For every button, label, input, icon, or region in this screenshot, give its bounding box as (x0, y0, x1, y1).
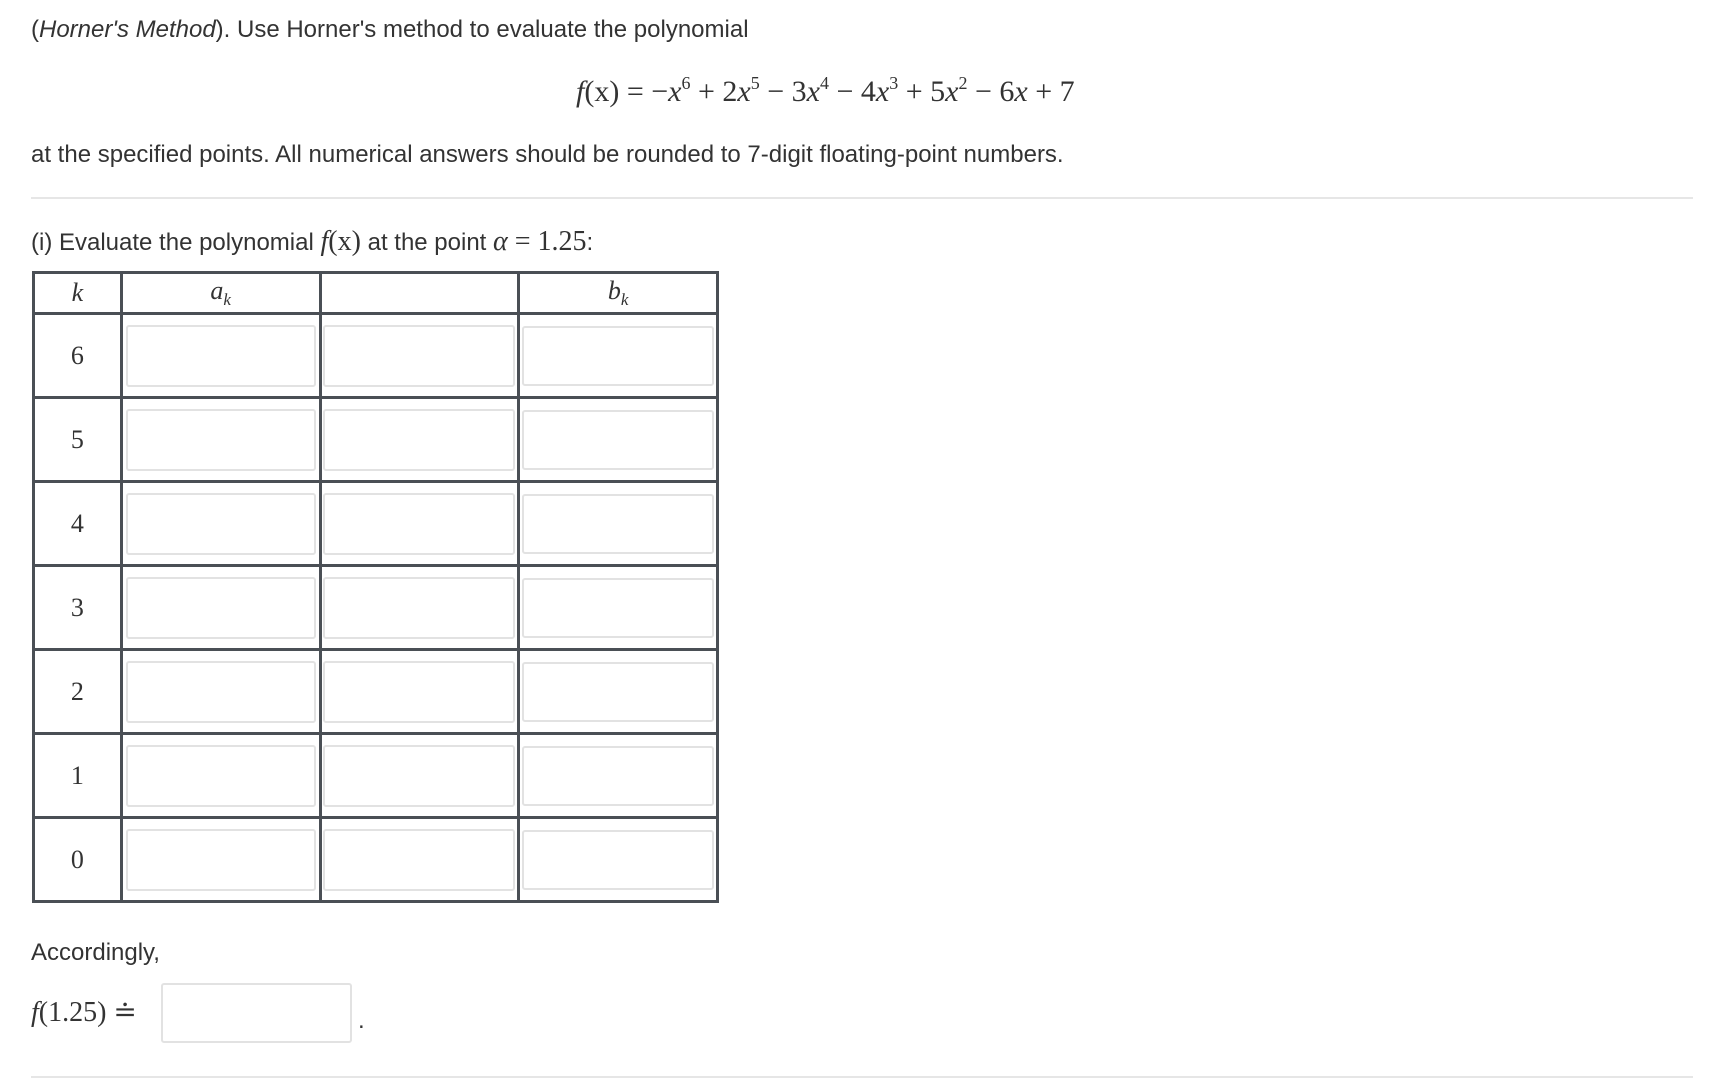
result-lhs (31, 993, 137, 1033)
a-input[interactable] (126, 409, 316, 471)
cell-mid (320, 398, 519, 482)
formula-var: x (668, 75, 682, 108)
cell-a (121, 314, 320, 398)
cell-mid (320, 650, 519, 734)
cell-b (519, 734, 718, 818)
b-input[interactable] (522, 746, 714, 806)
b-input[interactable] (522, 830, 714, 890)
cell-b (519, 650, 718, 734)
table-row (34, 734, 718, 818)
cell-mid (320, 482, 519, 566)
formula-term: − 6 (967, 75, 1015, 108)
table-row (34, 566, 718, 650)
cell-b (519, 314, 718, 398)
header-b-sub: k (620, 290, 629, 310)
row-k: 0 (34, 818, 122, 902)
a-input[interactable] (126, 493, 316, 555)
cell-a (121, 650, 320, 734)
formula-var: x (806, 75, 820, 108)
mid-input[interactable] (323, 745, 515, 807)
formula-lhs-arg: (x) = − (584, 75, 669, 108)
a-input[interactable] (126, 829, 316, 891)
header-a-sub: k (223, 290, 231, 310)
cell-a (121, 818, 320, 902)
cell-b (519, 398, 718, 482)
func-arg: (x) (328, 226, 361, 257)
table-row (34, 650, 718, 734)
cell-a (121, 566, 320, 650)
section-divider (31, 197, 1693, 199)
cell-a (121, 482, 320, 566)
cell-b (519, 566, 718, 650)
b-input[interactable] (522, 578, 714, 638)
header-b-label: b (607, 275, 621, 305)
result-period: . (358, 1007, 365, 1034)
mid-input[interactable] (323, 493, 515, 555)
formula-exponent: 2 (958, 73, 968, 93)
table-header-row (34, 273, 718, 314)
cell-mid (320, 734, 519, 818)
part-title-middle: at the point (360, 229, 494, 256)
formula-term: + 7 (1027, 75, 1075, 108)
alpha-value (493, 226, 587, 257)
row-k: 4 (34, 482, 122, 566)
accordingly-label: Accordingly, (31, 939, 160, 966)
formula-var: x (875, 75, 890, 108)
bottom-divider (31, 1076, 1693, 1078)
method-name: Horner's Method (39, 16, 216, 43)
row-k: 5 (34, 398, 122, 482)
a-input[interactable] (126, 661, 316, 723)
header-a (121, 273, 320, 314)
result-func: f (31, 997, 39, 1028)
table-row (34, 398, 718, 482)
formula-exponent: 5 (750, 73, 760, 93)
a-input[interactable] (126, 325, 316, 387)
cell-mid (320, 566, 519, 650)
cell-b (519, 482, 718, 566)
alpha-symbol: α (493, 226, 508, 257)
mid-input[interactable] (323, 577, 515, 639)
formula-var: x (737, 75, 751, 108)
cell-a (121, 734, 320, 818)
formula-exponent: 4 (820, 73, 829, 93)
part-title-prefix: (i) Evaluate the polynomial (31, 229, 321, 256)
header-k: k (34, 273, 122, 314)
b-input[interactable] (522, 326, 714, 386)
intro-open-paren: ( (31, 16, 39, 43)
formula-var: x (1014, 75, 1028, 108)
formula-exponent: 3 (889, 73, 899, 93)
b-input[interactable] (522, 410, 714, 470)
cell-mid (320, 818, 519, 902)
formula-exponent: 6 (681, 73, 691, 93)
func-symbol: f (320, 226, 329, 257)
part-i-title (31, 224, 593, 261)
mid-input[interactable] (323, 325, 515, 387)
header-a-label: a (210, 275, 224, 305)
table-row (34, 314, 718, 398)
rounding-note: at the specified points. All numerical answers should be rounded to 7-digit floating-point numbers. (31, 141, 1064, 168)
cell-mid (320, 314, 519, 398)
horner-table (32, 271, 719, 903)
mid-input[interactable] (323, 409, 515, 471)
alpha-equals: = 1.25 (507, 226, 587, 257)
result-input[interactable] (161, 983, 352, 1043)
header-b (519, 273, 718, 314)
mid-input[interactable] (323, 829, 515, 891)
table-row (34, 818, 718, 902)
part-title-suffix: : (586, 229, 594, 256)
formula-term: − 3 (759, 75, 807, 108)
row-k: 1 (34, 734, 122, 818)
header-mid (320, 273, 519, 314)
polynomial-formula (576, 72, 1075, 112)
cell-b (519, 818, 718, 902)
a-input[interactable] (126, 577, 316, 639)
row-k: 3 (34, 566, 122, 650)
row-k: 2 (34, 650, 122, 734)
problem-intro (31, 14, 749, 46)
table-row (34, 482, 718, 566)
intro-text: ). Use Horner's method to evaluate the polynomial (215, 16, 749, 43)
row-k: 6 (34, 314, 122, 398)
a-input[interactable] (126, 745, 316, 807)
cell-a (121, 398, 320, 482)
mid-input[interactable] (323, 661, 515, 723)
formula-term: + 5 (898, 75, 946, 108)
formula-term: + 2 (690, 75, 738, 108)
formula-term: − 4 (829, 75, 876, 108)
b-input[interactable] (522, 494, 714, 554)
formula-var: x (945, 75, 959, 108)
b-input[interactable] (522, 662, 714, 722)
result-arg: (1.25) ≐ (38, 997, 137, 1028)
part-title-func (320, 226, 360, 257)
formula-lhs: f (576, 75, 585, 108)
